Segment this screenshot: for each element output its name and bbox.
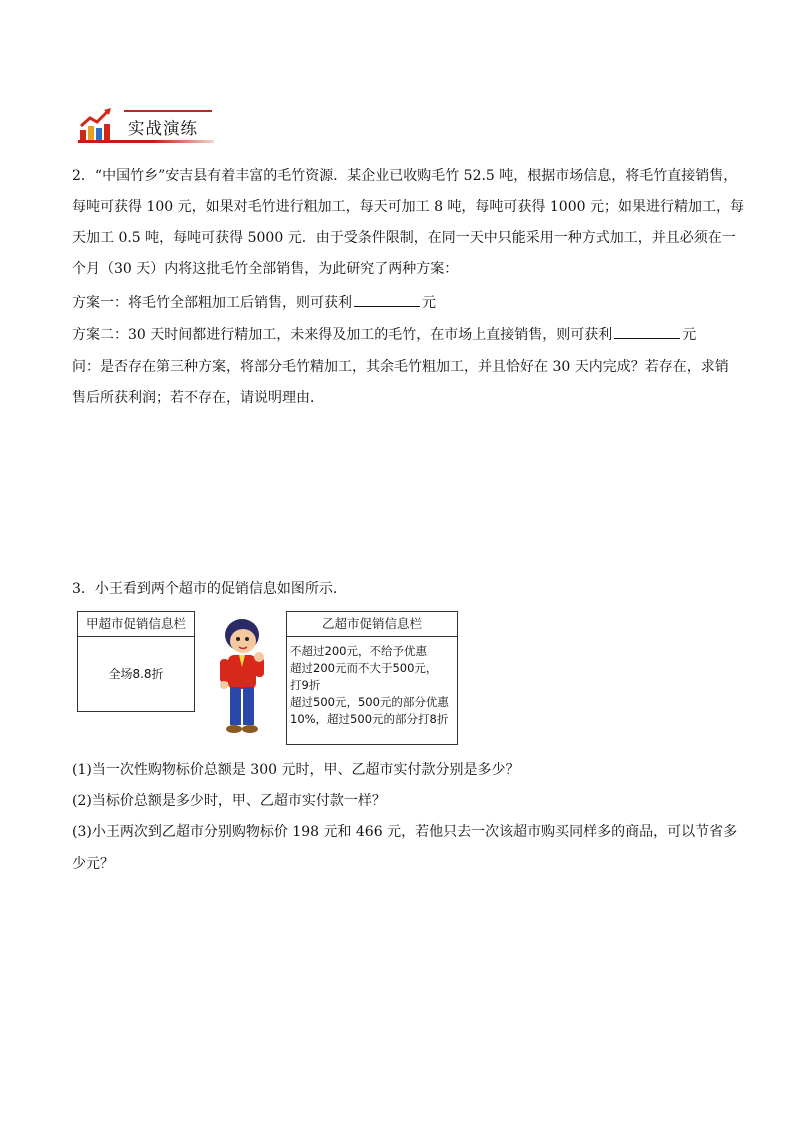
- plan1-unit: 元: [422, 295, 436, 311]
- q3-intro: 3．小王看到两个超市的促销信息如图所示．: [72, 581, 347, 597]
- box-a-body: 全场8.8折: [108, 667, 164, 681]
- section-banner: [78, 106, 214, 144]
- box-b-body: [287, 637, 457, 728]
- q2-line-2: 每吨可获得 100 元，如果对毛竹进行粗加工，每天可加工 8 吨，每吨可获得 1000 元；如果进行精加工，每: [72, 199, 744, 215]
- q2-line-3: 天加工 0.5 吨，每吨可获得 5000 元．由于受条件限制，在同一天中只能采用一种方式加工，并且必须在一: [72, 230, 736, 246]
- banner-underline: [78, 140, 214, 143]
- supermarket-b-box: [286, 611, 458, 745]
- q2-line-1: 2．“中国竹乡”安吉县有着丰富的毛竹资源．某企业已收购毛竹 52.5 吨，根据市场信息，将毛竹直接销售，: [72, 168, 738, 184]
- q2-plan2: [72, 324, 732, 345]
- q2-line-4: 个月（30 天）内将这批毛竹全部销售，为此研究了两种方案：: [72, 261, 459, 277]
- box-b-line: 不超过200元，不给予优惠: [290, 644, 427, 658]
- banner-topline: [124, 110, 212, 112]
- boy-illustration: [212, 617, 272, 735]
- plan2-unit: 元: [682, 327, 697, 343]
- plan2-answer-blank[interactable]: [614, 324, 680, 339]
- plan1-text: 方案一：将毛竹全部粗加工后销售，则可获利: [72, 295, 352, 311]
- plan1-answer-blank[interactable]: [354, 292, 420, 307]
- bar-chart-arrow-icon: [78, 106, 116, 144]
- q3-question-2: (2)当标价总额是多少时，甲、乙超市实付款一样？: [72, 793, 386, 809]
- box-b-line: 打9折: [290, 678, 321, 692]
- box-b-title: 乙超市促销信息栏: [287, 612, 457, 637]
- supermarket-a-box: [77, 611, 195, 712]
- box-b-line: 10%，超过500元的部分打8折: [290, 712, 449, 726]
- section-title: 实战演练: [128, 119, 198, 138]
- q2-plan1: [72, 292, 732, 313]
- q3-question-3-cont: 少元？: [72, 856, 114, 872]
- q3-question-1: (1)当一次性购物标价总额是 300 元时，甲、乙超市实付款分别是多少？: [72, 762, 520, 778]
- box-a-title: 甲超市促销信息栏: [78, 612, 194, 637]
- q2-ask-line-1: 问：是否存在第三种方案，将部分毛竹精加工，其余毛竹粗加工，并且恰好在 30 天内完成？若存在，求销: [72, 359, 729, 375]
- q3-question-3: (3)小王两次到乙超市分别购物标价 198 元和 466 元，若他只去一次该超市购买同样多的商品，可以节省多: [72, 824, 738, 840]
- plan2-text: 方案二：30 天时间都进行精加工，未来得及加工的毛竹，在市场上直接销售，则可获利: [72, 327, 613, 343]
- box-b-line: 超过200元而不大于500元，: [290, 661, 438, 675]
- box-b-line: 超过500元，500元的部分优惠: [290, 695, 449, 709]
- q2-ask-line-2: 售后所获利润；若不存在，请说明理由．: [72, 390, 324, 406]
